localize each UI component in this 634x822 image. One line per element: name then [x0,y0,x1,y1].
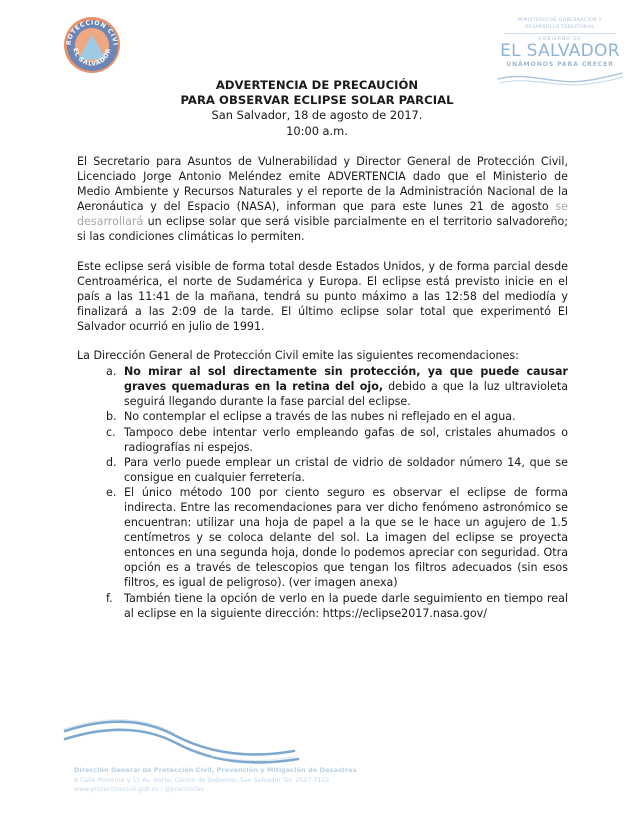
footer-address: 9 Calle Poniente y 15 Av. Norte, Centro de Gobierno, San Salvador Tel. 2527-7122 [74,776,330,784]
document-title-block [0,78,634,139]
footer-web-and-social: www.proteccioncivil.gob.sv / @proccivilsv [74,786,205,794]
el-salvador-wordmark: EL SALVADOR [500,41,620,62]
footer-org-name: Dirección General de Protección Civil, Prevención y Mitigación de Desastres [74,766,357,774]
list-item [124,425,568,455]
list-item-text: También tiene la opción de verlo en la puede darle seguimiento en tiempo real al eclipse en la siguiente dirección: https://eclipse2017.nasa.gov/ [124,591,568,620]
list-item [124,591,568,621]
recommendations-list [77,364,568,621]
list-item-text: No contemplar el eclipse a través de las nubes ni reflejado en el agua. [124,410,516,424]
footer-wave-graphic [62,715,312,767]
ministry-name-label: MINISTERIO DE GOBERNACIÓN Y DESARROLLO TERRITORIAL [504,18,616,34]
recommendations-intro: La Dirección General de Protección Civil emite las siguientes recomendaciones: [77,349,519,363]
list-item-bold-text: No mirar al sol directamente sin protección, ya que puede causar graves quemaduras en la retina del ojo, [124,365,568,394]
list-item-text: Para verlo puede emplear un cristal de vidrio de soldador número 14, que se consigue en cualquier ferretería. [124,455,568,484]
paragraph-1-dim-text: se desarrollará [77,200,568,229]
list-item-text: debido a que la luz ultravioleta seguirá llegando durante la fase parcial del eclipse. [124,380,568,409]
footer-contact-block [74,766,357,795]
document-header [0,0,634,150]
seal-curved-text [61,12,120,73]
paragraph-2: Este eclipse será visible de forma total desde Estados Unidos, y de forma parcial desde Centroamérica, el norte de Sudamérica y Europa. El eclipse está previsto inicie en el país a las 11:41 de la mañana, tendrá su punto máximo a las 12:58 del mediodía y finalizará a las 2:09 de la tarde. El último eclipse solar total que experimentó El Salvador ocurrió en julio de 1991. [77,259,568,333]
time-of-issue: 10:00 a.m. [286,123,348,138]
list-item [124,485,568,591]
document-body [77,154,568,621]
paragraph-1 [77,154,568,245]
page-title-line-2: PARA OBSERVAR ECLIPSE SOLAR PARCIAL [180,93,454,107]
proteccion-civil-seal-logo [61,12,120,73]
place-and-date: San Salvador, 18 de agosto de 2017. [211,108,423,122]
page-title-line-1: ADVERTENCIA DE PRECAUCIÓN [215,78,419,92]
list-item-text: El único método 100 por ciento seguro es observar el eclipse de forma indirecta. Entre las recomendaciones para ver dicho fenómeno astronómico se encuentran: utilizar una hoja de papel a la que se le hace un agujero de 1.5 centímetros y se coloca delante del sol. La imagen del eclipse se proyecta entonces en una segunda hoja, donde lo podemos apreciar con seguridad. Otra opción es a través de telescopios que tengan los filtros adecuados (sin esos filtros, es igual de peligroso). (ver imagen anexa) [124,485,568,590]
gov-tagline-label: UNÁMONOS PARA CRECER [506,61,614,69]
gobierno-de-label: GOBIERNO DE [538,37,582,43]
list-item-text: Tampoco debe intentar verlo empleando gafas de sol, cristales ahumados o radiografías ni espejos. [124,425,568,454]
seal-bottom-text: EL SALVADOR [71,47,113,68]
paragraph-1-text-a: El Secretario para Asuntos de Vulnerabilidad y Director General de Protección Civil, Licenciado Jorge Antonio Meléndez emite ADVERTENCIA dado que el Ministerio de Medio Ambiente y Recursos Naturales y el reporte de la Administración Nacional de la Aeronáutica y del Espacio (NASA), informan que para este lunes 21 de agosto [77,155,568,214]
list-item [124,409,568,424]
seal-top-text: PROTECCION CIVIL [61,12,119,47]
list-item [124,364,568,409]
gobierno-el-salvador-logo [494,18,626,86]
list-item [124,455,568,485]
paragraph-1-text-b: un eclipse solar que será visible parcialmente en el territorio salvadoreño; si las condiciones climáticas lo permiten. [77,215,568,244]
